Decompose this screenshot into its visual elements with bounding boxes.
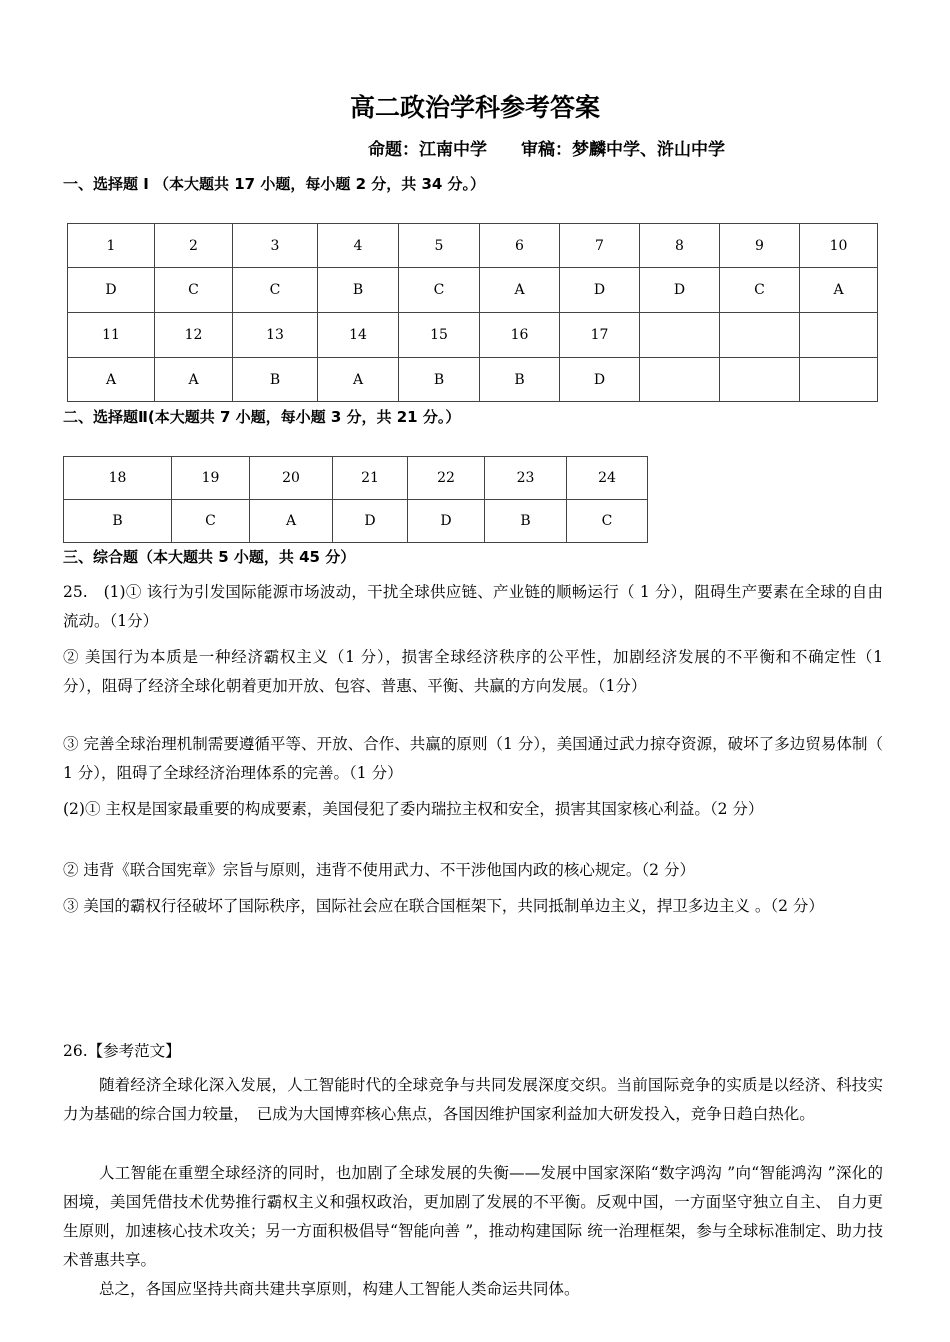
- table-cell: D: [640, 268, 720, 313]
- table-cell: 18: [64, 457, 172, 500]
- t1-row: [68, 224, 878, 268]
- table-cell: 4: [318, 224, 399, 268]
- table-cell: 22: [408, 457, 485, 500]
- table-cell: 16: [480, 313, 560, 358]
- q26-paragraph-2: 人工智能在重塑全球经济的同时，也加剧了全球发展的失衡——发展中国家深陷“数字鸿沟 ”向“智能鸿沟 ”深化的困境，美国凭借技术优势推行霸权主义和强权政治，更加剧了发展的不平衡。反观中国，一方面坚守独立自主、 自力更生原则，加速核心技术攻关；另一方面积极倡导“智能向善 ”，推动构建国际 统一治理框架，参与全球标准制定、助力技术普惠共享。: [63, 1164, 883, 1269]
- table-cell: C: [155, 268, 233, 313]
- table-cell: [720, 313, 800, 358]
- table-cell: 11: [68, 313, 155, 358]
- table-cell: [720, 358, 800, 402]
- table-cell: 8: [640, 224, 720, 268]
- q26-paragraph-1: 随着经济全球化深入发展，人工智能时代的全球竞争与共同发展深度交织。当前国际竞争的实质是以经济、科技实力为基础的综合国力较量， 已成为大国博弈核心焦点，各国因维护国家利益加大研发投入，竞争日趋白热化。: [63, 1076, 883, 1123]
- table-cell: D: [560, 268, 640, 313]
- q25-part1-point2: ② 美国行为本质是一种经济霸权主义（1 分），损害全球经济秩序的公平性，加剧经济发展的不平衡和不确定性（1 分），阻碍了经济全球化朝着更加开放、包容、普惠、平衡、共赢的方向发展。（1分）: [63, 648, 883, 695]
- table-cell: B: [318, 268, 399, 313]
- table-cell: 15: [399, 313, 480, 358]
- section1-heading: 一、选择题 Ⅰ （本大题共 17 小题，每小题 2 分，共 34 分。）: [63, 175, 486, 193]
- table-cell: C: [720, 268, 800, 313]
- table-cell: B: [485, 500, 567, 543]
- table-cell: C: [172, 500, 250, 543]
- table-cell: C: [399, 268, 480, 313]
- table-cell: [800, 313, 878, 358]
- table-cell: 23: [485, 457, 567, 500]
- table-cell: 3: [233, 224, 318, 268]
- table-cell: 12: [155, 313, 233, 358]
- t2-row: [64, 457, 648, 500]
- page-title: 高二政治学科参考答案: [349, 93, 600, 122]
- table-cell: 6: [480, 224, 560, 268]
- section3-heading: 三、综合题（本大题共 5 小题，共 45 分）: [63, 548, 356, 566]
- q25-part2-point1: (2)① 主权是国家最重要的构成要素，美国侵犯了委内瑞拉主权和安全，损害其国家核心利益。（2 分）: [63, 800, 764, 818]
- table-cell: 9: [720, 224, 800, 268]
- table-cell: A: [480, 268, 560, 313]
- t1-row: [68, 313, 878, 358]
- table-cell: 20: [250, 457, 333, 500]
- answer-table-2: [63, 456, 648, 543]
- table-cell: A: [68, 358, 155, 402]
- table-cell: B: [480, 358, 560, 402]
- table-cell: 7: [560, 224, 640, 268]
- q26-paragraph-3: 总之，各国应坚持共商共建共享原则，构建人工智能人类命运共同体。: [99, 1280, 580, 1298]
- table-cell: [640, 313, 720, 358]
- t1-row: [68, 268, 878, 313]
- proposer-credit: 命题：江南中学: [368, 140, 487, 160]
- table-cell: D: [408, 500, 485, 543]
- table-cell: A: [250, 500, 333, 543]
- table-cell: 5: [399, 224, 480, 268]
- table-cell: C: [567, 500, 648, 543]
- table-cell: 2: [155, 224, 233, 268]
- q25-part2-point3: ③ 美国的霸权行径破坏了国际秩序，国际社会应在联合国框架下，共同抵制单边主义，捍卫多边主义 。（2 分）: [63, 897, 824, 915]
- q25-part1-point1: 25. (1)① 该行为引发国际能源市场波动，干扰全球供应链、产业链的顺畅运行（ 1 分），阻碍生产要素在全球的自由流动。（1分）: [63, 583, 883, 630]
- q25-part1-point3: ③ 完善全球治理机制需要遵循平等、开放、合作、共赢的原则（1 分），美国通过武力掠夺资源，破坏了多边贸易体制（ 1 分），阻碍了全球经济治理体系的完善。（1 分）: [63, 735, 883, 782]
- table-cell: 10: [800, 224, 878, 268]
- table-cell: 17: [560, 313, 640, 358]
- table-cell: [800, 358, 878, 402]
- table-cell: D: [68, 268, 155, 313]
- table-cell: C: [233, 268, 318, 313]
- table-cell: A: [318, 358, 399, 402]
- q25-part2-point2: ② 违背《联合国宪章》宗旨与原则，违背不使用武力、不干涉他国内政的核心规定。（2 分）: [63, 861, 695, 879]
- table-cell: 19: [172, 457, 250, 500]
- credits-line: [368, 135, 725, 160]
- table-cell: B: [64, 500, 172, 543]
- table-cell: 1: [68, 224, 155, 268]
- table-cell: A: [800, 268, 878, 313]
- table-cell: 21: [333, 457, 408, 500]
- table-cell: D: [333, 500, 408, 543]
- table-cell: 14: [318, 313, 399, 358]
- q26-label: 26.【参考范文】: [63, 1042, 181, 1060]
- section2-heading: 二、选择题Ⅱ(本大题共 7 小题，每小题 3 分，共 21 分。）: [63, 408, 461, 426]
- t2-row: [64, 500, 648, 543]
- table-cell: 13: [233, 313, 318, 358]
- table-cell: 24: [567, 457, 648, 500]
- table-cell: D: [560, 358, 640, 402]
- table-cell: B: [233, 358, 318, 402]
- answer-table-1: [67, 223, 878, 402]
- t1-row: [68, 358, 878, 402]
- table-cell: A: [155, 358, 233, 402]
- table-cell: [640, 358, 720, 402]
- table-cell: B: [399, 358, 480, 402]
- reviewer-credit: 审稿：梦麟中学、浒山中学: [521, 140, 725, 160]
